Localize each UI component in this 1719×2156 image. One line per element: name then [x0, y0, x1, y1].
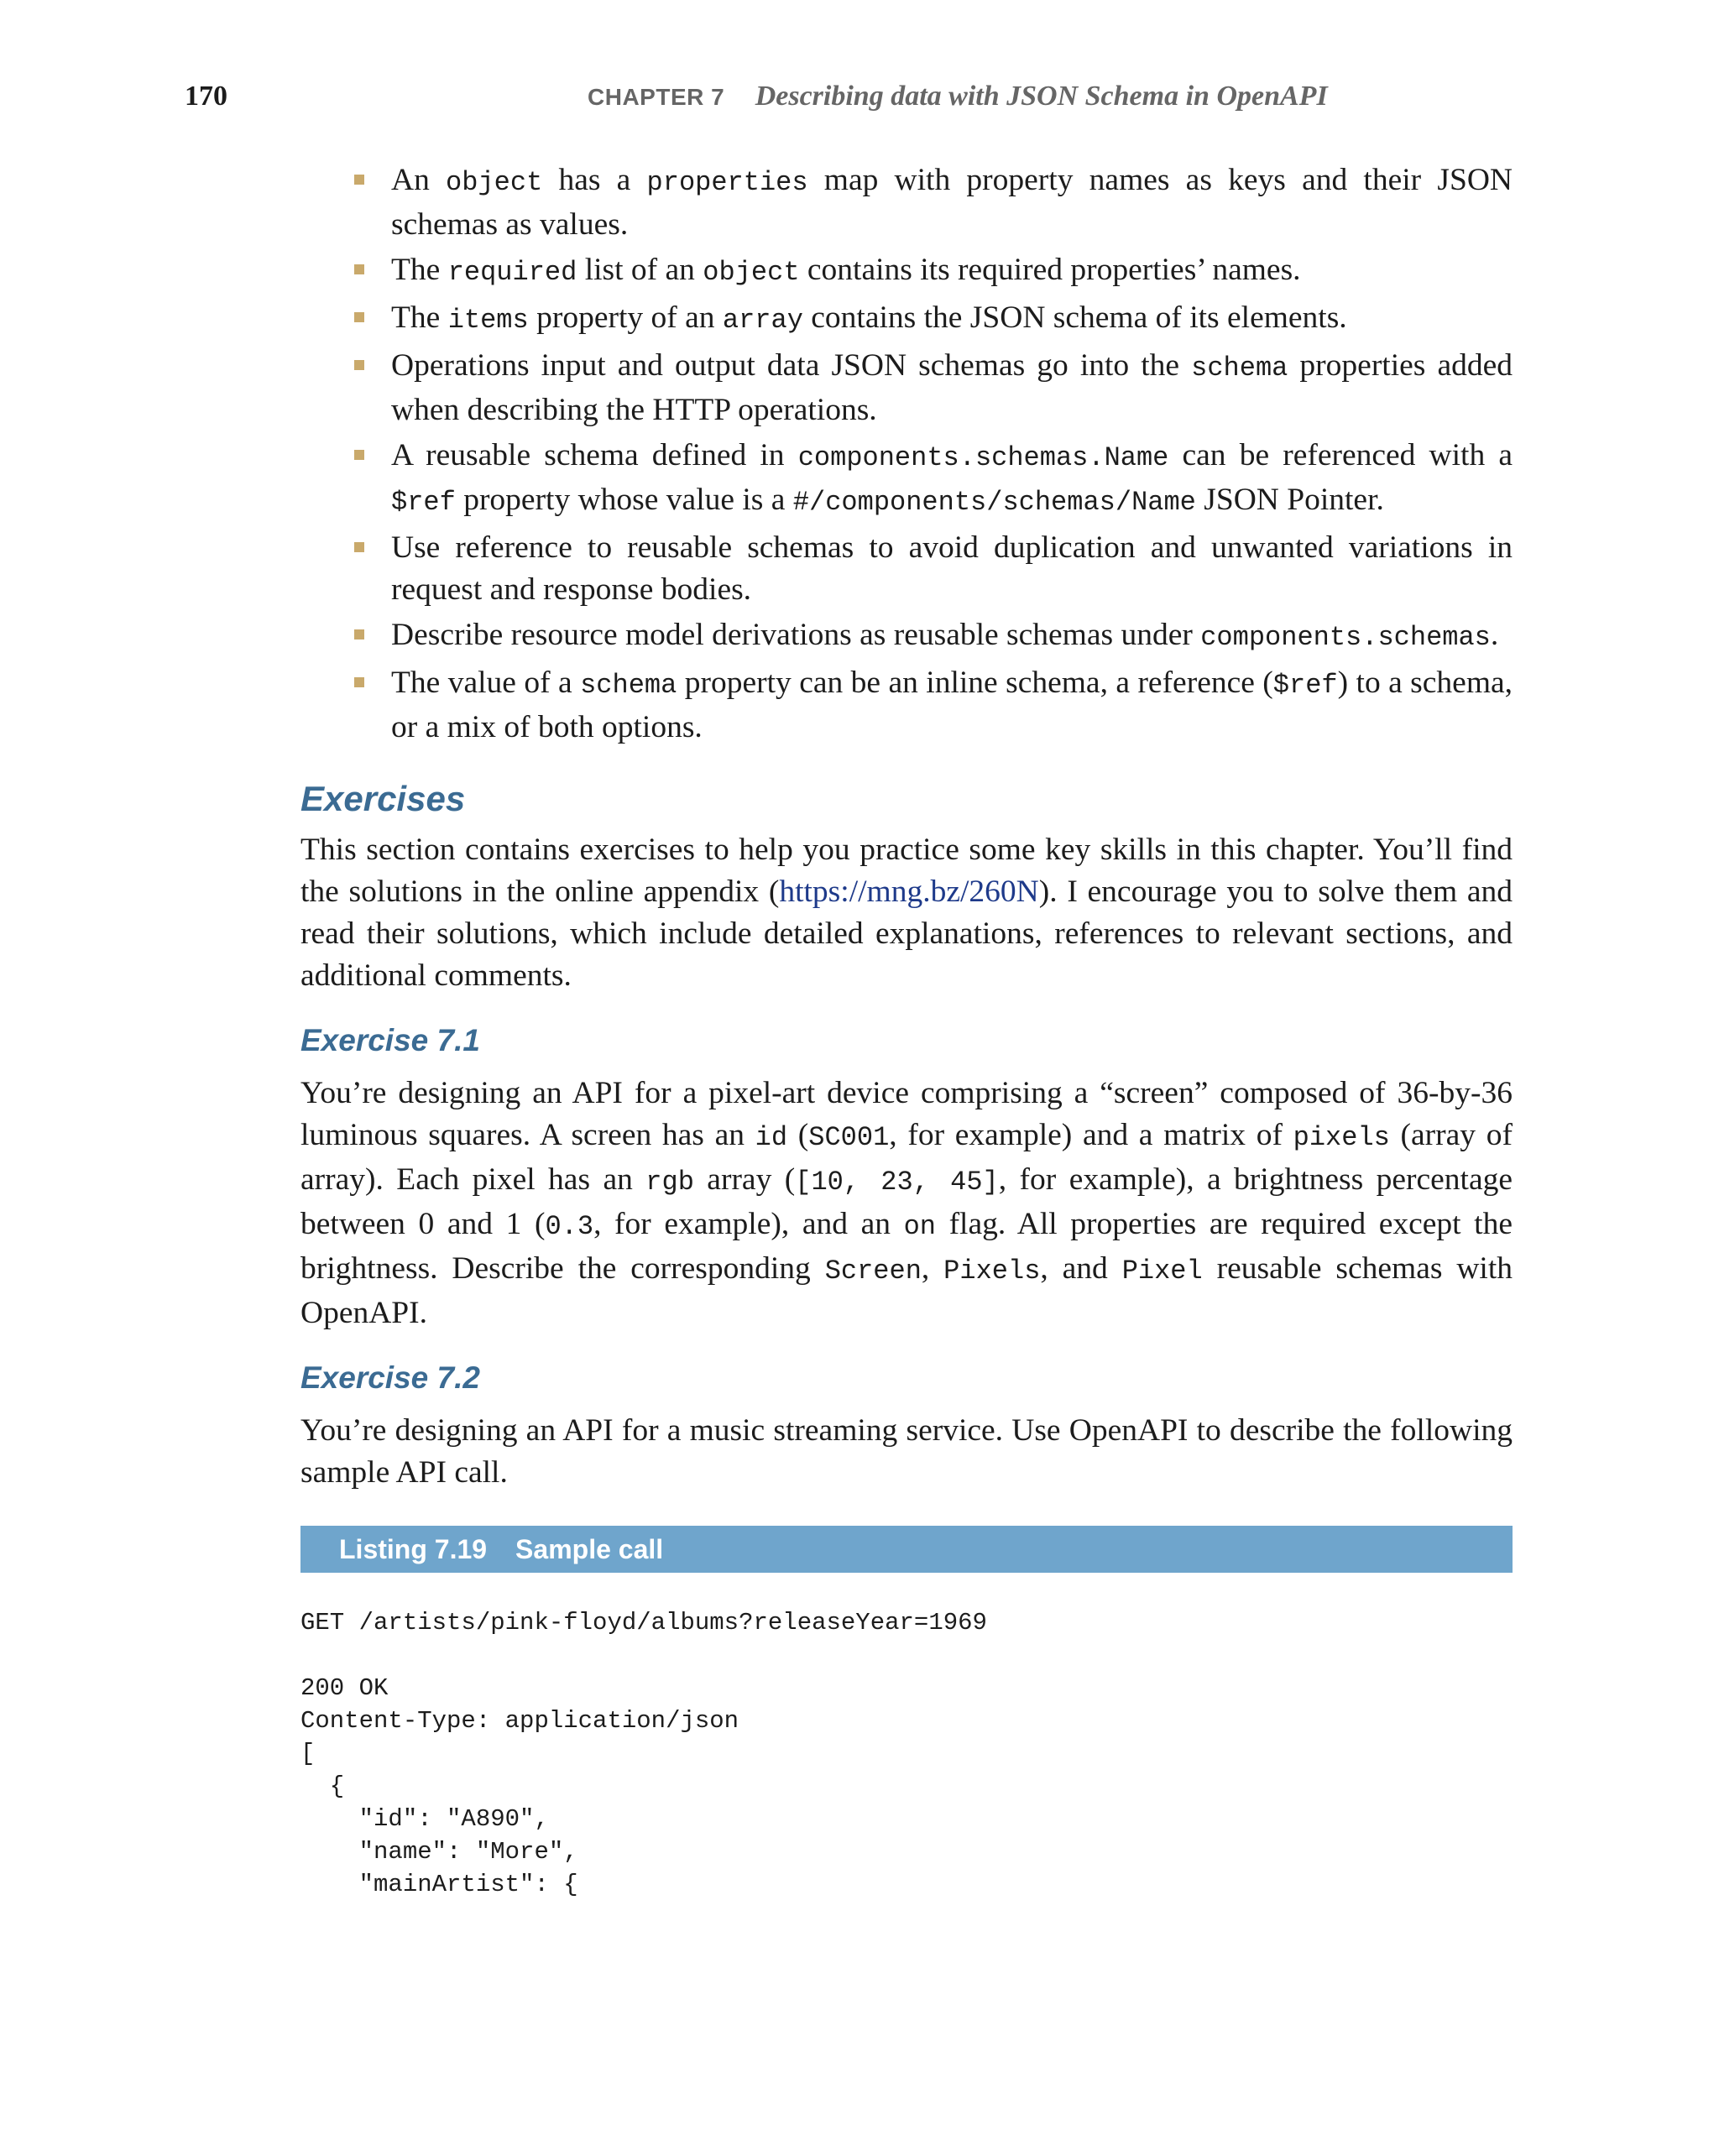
- listing-title: Sample call: [515, 1534, 664, 1564]
- square-bullet-icon: [354, 542, 364, 552]
- page-content: [300, 159, 1513, 1901]
- exercise-7-2-heading: Exercise 7.2: [300, 1360, 480, 1395]
- square-bullet-icon: [354, 677, 364, 687]
- chapter-label: CHAPTER 7: [588, 84, 725, 110]
- page-number: 170: [185, 81, 227, 112]
- listing-caption-bar: [300, 1526, 1513, 1573]
- summary-item: The required list of an object contains its required properties’ names.: [391, 249, 1513, 294]
- exercises-heading: Exercises: [300, 779, 466, 818]
- square-bullet-icon: [354, 450, 364, 460]
- summary-item: An object has a properties map with property names as keys and their JSON schemas as values.: [391, 159, 1513, 246]
- summary-item: Describe resource model derivations as reusable schemas under components.schemas.: [391, 614, 1513, 659]
- summary-item: Use reference to reusable schemas to avoid duplication and unwanted variations in request and response bodies.: [391, 527, 1513, 611]
- square-bullet-icon: [354, 312, 364, 322]
- square-bullet-icon: [354, 629, 364, 639]
- summary-item: A reusable schema defined in components.schemas.Name can be referenced with a $ref property whose value is a #/components/schemas/Name JSON Pointer.: [391, 435, 1513, 524]
- chapter-title: Describing data with JSON Schema in OpenAPI: [755, 81, 1328, 112]
- exercise-7-1-heading: Exercise 7.1: [300, 1023, 480, 1057]
- exercises-intro: This section contains exercises to help you practice some key skills in this chapter. You’ll find the solutions in the online appendix (https://mng.bz/260N). I encourage you to solve them and read their solutions, which include detailed explanations, references to relevant sections, and additional comments.: [300, 833, 1513, 993]
- summary-item: Operations input and output data JSON schemas go into the schema properties added when describing the HTTP operations.: [391, 345, 1513, 431]
- code-listing: GET /artists/pink-floyd/albums?releaseYear=1969 200 OK Content-Type: application/json [ { "id": "A890", "name": "More", "mainArtist": {: [300, 1609, 987, 1898]
- exercise-7-1-text: You’re designing an API for a pixel-art device comprising a “screen” composed of 36-by-36 luminous squares. A screen has an id (SC001, for example) and a matrix of pixels (array of array). Each pixel has an rgb array ([10, 23, 45], for example), a brightness percentage between 0 and 1 (0.3, for example), and an on flag. All properties are required except the brightness. Describe the corresponding Screen, Pixels, and Pixel reusable schemas with OpenAPI.: [300, 1076, 1513, 1330]
- running-head: [588, 81, 1328, 112]
- square-bullet-icon: [354, 175, 364, 185]
- appendix-link[interactable]: https://mng.bz/260N: [779, 874, 1039, 909]
- square-bullet-icon: [354, 360, 364, 370]
- summary-list: [391, 159, 1513, 749]
- listing-number: Listing 7.19: [339, 1534, 488, 1564]
- summary-item: The items property of an array contains the JSON schema of its elements.: [391, 297, 1513, 342]
- square-bullet-icon: [354, 264, 364, 274]
- summary-item: The value of a schema property can be an inline schema, a reference ($ref) to a schema, or a mix of both options.: [391, 662, 1513, 749]
- exercise-7-2-text: You’re designing an API for a music streaming service. Use OpenAPI to describe the following sample API call.: [300, 1413, 1513, 1490]
